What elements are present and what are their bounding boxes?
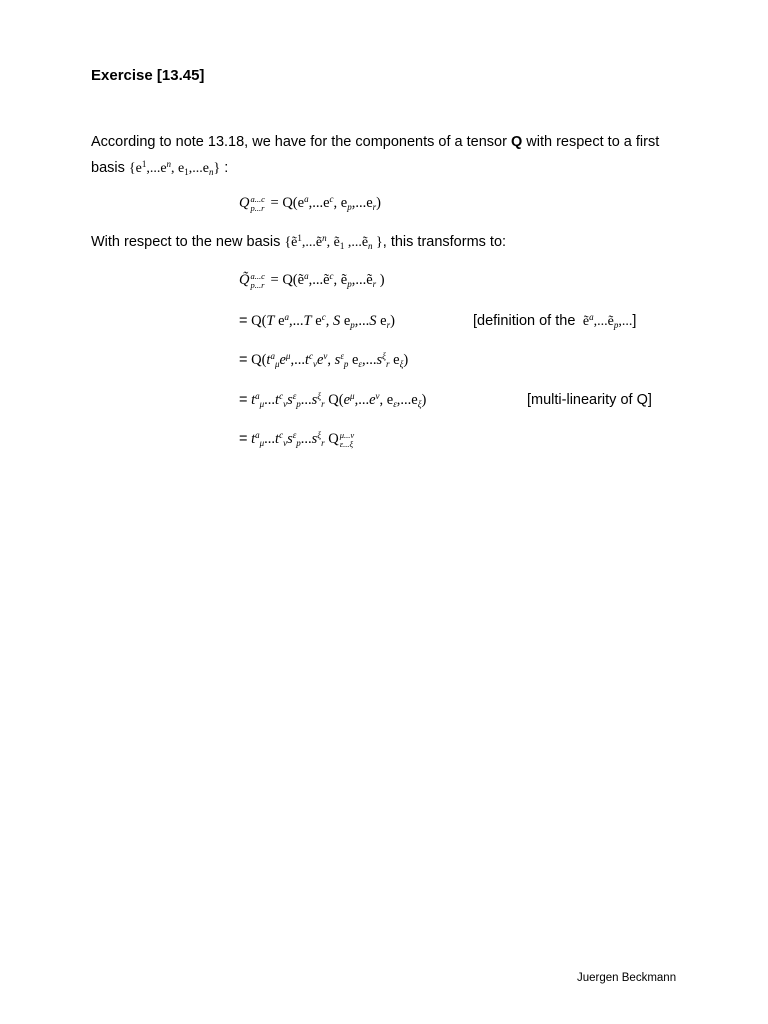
new-basis-line — [91, 234, 506, 251]
author-name: Juergen Beckmann — [577, 972, 677, 984]
intro-text-2: with respect to a first — [526, 134, 660, 150]
multilinearity-note: [multi-linearity of Q] — [527, 392, 652, 408]
new-basis-expression: {ẽ$^1$,...ẽ$^n$, ẽ$_1$ ,...ẽ$_n$ } — [284, 233, 383, 251]
equation-step-definition: = Q(T $e^a,...T$ $e^c$, S $e_p,...S$ $e_r$) — [239, 312, 395, 330]
equation-final: = $t^a_\mu...t^c_\nu s^\varepsilon_p...s^\xi_r$ Q μ...ν ε...ξ — [239, 430, 355, 449]
definition-note-prefix: [definition of the — [473, 313, 576, 329]
intro-text-1: According to note 13.18, we have for the components of a tensor — [91, 134, 507, 150]
new-basis-suffix: , this transforms to: — [382, 234, 507, 250]
equation-step-components: = $Q(t^a_\mu e^\mu,...t^c_\nu e^\nu$, $s^\varepsilon_p$ $e_\varepsilon,...s^\xi_r$ $e_\xi$) — [239, 351, 409, 369]
first-basis-expression: {$e^1,...e^n$, $e_1,...e_n$} — [128, 159, 221, 177]
equation-q-tilde: Q̃ a...c p...r = Q(ẽ$^a$,...ẽ$^c$, ẽ$_p$,...ẽ$_r$ ) — [239, 271, 385, 290]
definition-note — [473, 313, 636, 330]
intro-paragraph — [91, 129, 671, 182]
page-title: Exercise [13.45] — [91, 67, 205, 84]
equation-q-components: Q a...c p...r = $Q(e^a,...e^c$, $e_p,...e_r$) — [239, 194, 381, 213]
basis-label: basis — [91, 160, 125, 176]
new-basis-text: With respect to the new basis — [91, 234, 281, 250]
definition-note-expression: ẽ$^a$,...ẽ$_p$,... — [579, 312, 633, 330]
equation-step-multilinearity: = $t^a_\mu...t^c_\nu s^\varepsilon_p...s^\xi_r$ $Q(e^\mu,...e^\nu$, $e_\varepsilon,...e_\xi$) — [239, 391, 427, 409]
tensor-q-bold: Q — [510, 134, 523, 150]
definition-note-suffix: ] — [632, 313, 637, 329]
basis-colon: : — [224, 160, 229, 176]
